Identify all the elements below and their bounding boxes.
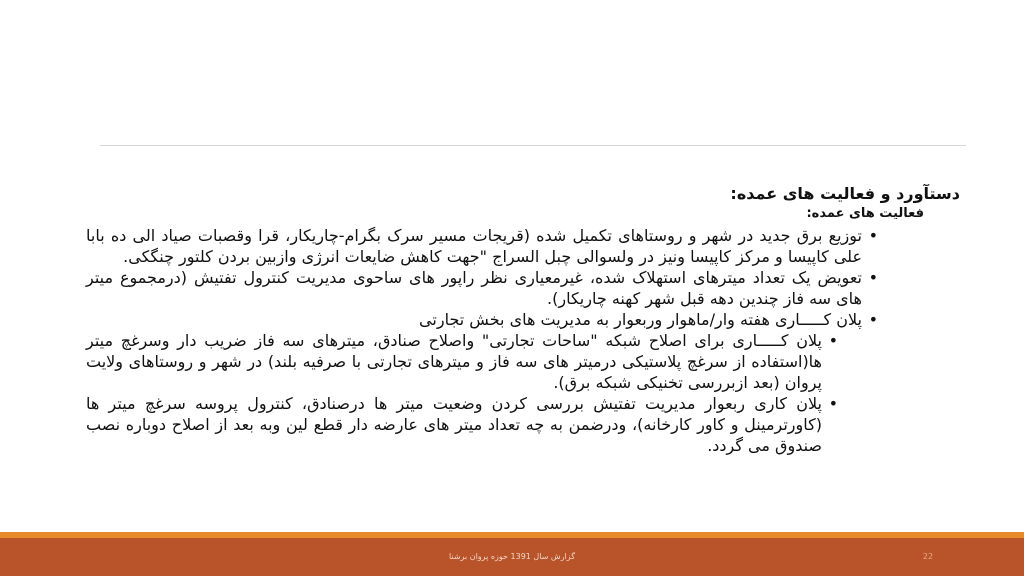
footer-caption: گزارش سال 1391 حوزه پروان برشنا xyxy=(448,552,576,561)
bullet-item: • پلان کـــــاری هفته وار/ماهوار وربعوار به مدیریت های بخش تجارتی xyxy=(86,309,882,330)
sub-bullet-item: • پلان کـــــاری برای اصلاح شبکه "ساحات تجارتی" واصلاح صنادق، میترهای سه فاز ضریب دار وسرغچ میتر ها(استفاده از سرغچ پلاستیکی درمیتر های سه فاز و میترهای تجارتی با صرفیه بلند) در شهر و روستاهای ولایت پروان (بعد ازبررسی تخنیکی شبکه برق). xyxy=(86,330,842,393)
bullet-item: • توزیع برق جدید در شهر و روستاهای تکمیل شده (قریجات مسیر سرک بگرام-چاریکار، قرا وقصبات صیاد الی ده بابا علی کاپیسا و مرکز کاپیسا ونیز در ولسوالی چبل السراج "جهت کاهش ضایعات انرژی وازبین بردن کلتور چنگکی. xyxy=(86,225,882,267)
footer-bar xyxy=(0,538,1024,576)
slide-heading: دستآورد و فعالیت های عمده: xyxy=(730,184,960,203)
slide-body xyxy=(86,183,966,456)
title-divider xyxy=(100,145,966,146)
sub-bullet-item: • پلان کاری ربعوار مدیریت تفتیش بررسی کردن وضعیت میتر ها درصنادق، کنترول پروسه سرغچ میتر ها (کاورترمینل و کاور کارخانه)، ودرضمن به چه تعداد میتر های عارضه دار قطع لین وبه بعد از اصلاح دوباره نصب صندوق می گردد. xyxy=(86,393,842,456)
page-number: 22 xyxy=(922,552,934,561)
bullet-list xyxy=(86,225,966,456)
bullet-item: • تعویض یک تعداد میترهای استهلاک شده، غیرمعیاری نظر راپور های ساحوی مدیریت کنترول تفتیش (درمجموع میتر های سه فاز چندین دهه قبل شهر کهنه چاریکار). xyxy=(86,267,882,309)
slide-subheading: فعالیت های عمده: xyxy=(806,206,924,221)
